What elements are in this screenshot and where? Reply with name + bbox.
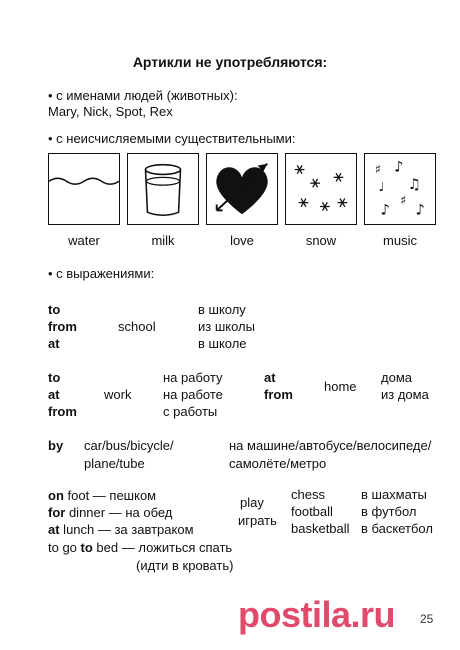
tr-work-at: на работе [163,387,223,402]
expressions-heading: • с выражениями: [48,266,155,281]
glass-of-milk-icon [128,154,198,224]
svg-text:♪: ♪ [380,201,390,219]
tr-school-from: из школы [198,319,255,334]
page-number: 25 [420,612,434,626]
transport-line1: car/bus/bicycle/ [84,438,174,453]
work-prep-from: from [48,404,77,419]
game-football-ru: в футбол [361,504,417,519]
expr-at-lunch: at lunch — за завтраком [48,522,194,537]
watermark-logo: postila.ru [238,594,396,635]
game-basketball: basketball [291,521,350,536]
expr-go-to-bed: to go to bed — ложиться спать [48,540,233,555]
love-picture [206,153,278,225]
tr-work-to: на работу [163,370,223,385]
svg-text:♯: ♯ [374,161,381,177]
prep-by: by [48,438,64,453]
expr-go-to-bed-note: (идти в кровать) [136,558,234,573]
snowflakes-icon [286,154,356,224]
noun-home: home [324,379,357,394]
names-examples: Mary, Nick, Spot, Rex [48,104,173,119]
prep-at: at [48,336,60,351]
tr-home-at: дома [381,370,412,385]
verb-play-ru: играть [238,513,277,528]
home-prep-at: at [264,370,276,385]
tr-home-from: из дома [381,387,429,402]
tr-school-at: в школе [198,336,247,351]
svg-text:♯: ♯ [400,192,407,208]
svg-text:♫: ♫ [407,176,421,193]
uncountable-heading: • с неисчисляемыми существительными: [48,131,296,146]
transport-tr2: самолёте/метро [229,456,327,471]
tr-school-to: в школу [198,302,246,317]
expr-for-dinner: for dinner — на обед [48,505,173,520]
caption-music: music [383,233,417,248]
expr-on-foot: on foot — пешком [48,488,157,503]
work-prep-at: at [48,387,60,402]
page-title: Артикли не употребляются: [132,54,328,70]
snow-picture [285,153,357,225]
game-chess-ru: в шахматы [361,487,427,502]
svg-text:♪: ♪ [394,158,404,176]
tr-work-from: с работы [163,404,218,419]
prep-from: from [48,319,77,334]
music-picture [364,153,436,225]
caption-water: water [68,233,100,248]
names-heading: • с именами людей (животных): [48,88,238,103]
caption-love: love [230,233,254,248]
svg-text:♪: ♪ [415,201,425,219]
work-prep-to: to [48,370,61,385]
music-notes-icon [365,154,435,224]
caption-milk: milk [151,233,175,248]
game-chess: chess [291,487,325,502]
water-picture [48,153,120,225]
noun-work: work [104,387,132,402]
caption-snow: snow [305,233,337,248]
milk-picture [127,153,199,225]
transport-line2: plane/tube [84,456,145,471]
svg-text:♩: ♩ [378,178,385,194]
game-basketball-ru: в баскетбол [361,521,433,536]
transport-tr1: на машине/автобусе/велосипеде/ [229,438,432,453]
prep-to: to [48,302,61,317]
home-prep-from: from [264,387,293,402]
noun-school: school [118,319,156,334]
game-football: football [291,504,333,519]
verb-play: play [240,495,264,510]
water-waves-icon [49,154,119,224]
heart-with-arrow-icon [207,154,277,224]
